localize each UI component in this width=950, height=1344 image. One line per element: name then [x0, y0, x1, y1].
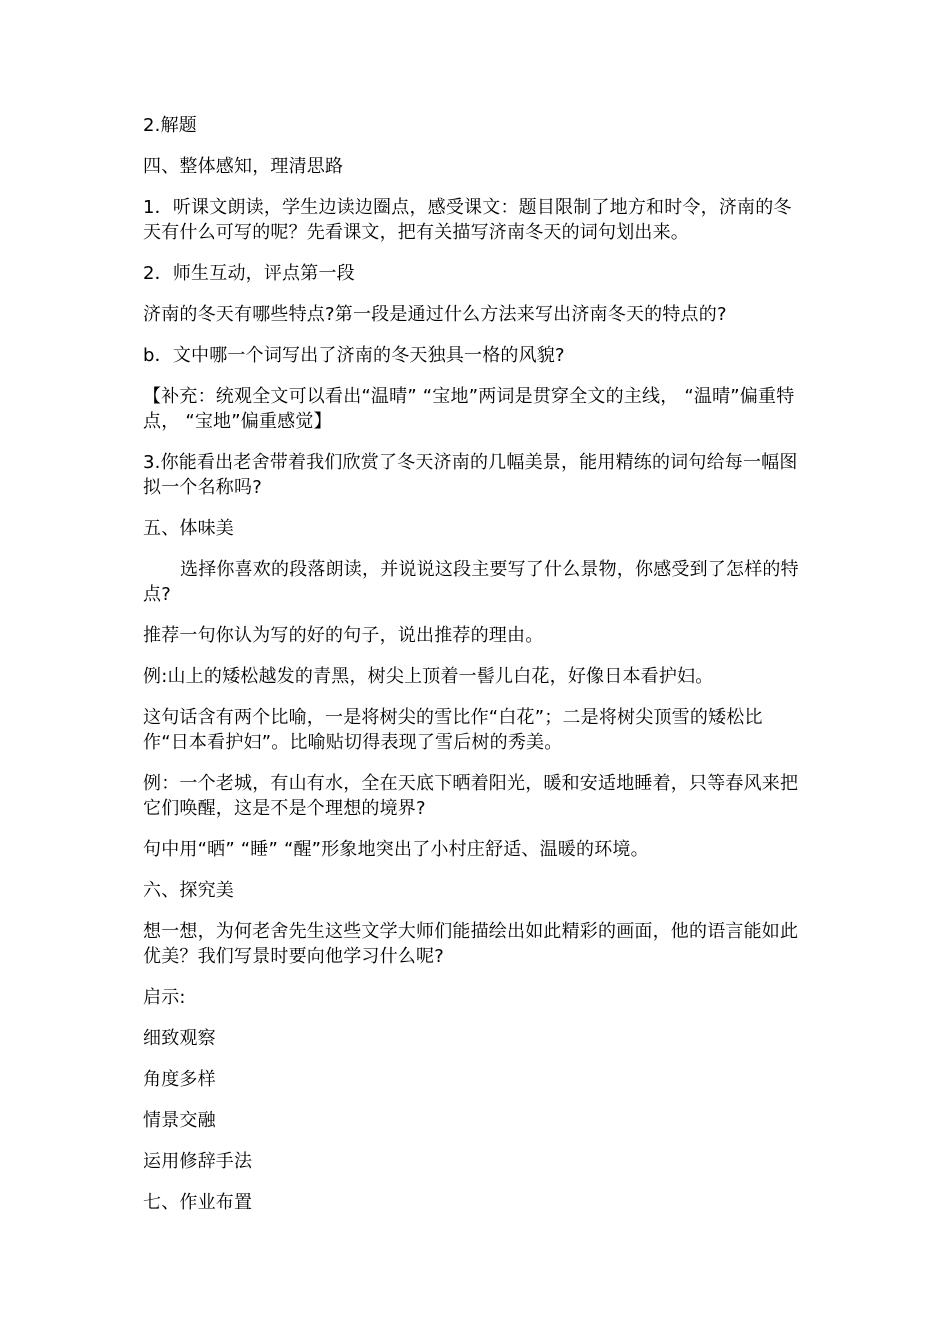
paragraph-listen-reading: 1．听课文朗读，学生边读边圈点，感受课文：题目限制了地方和时令，济南的冬天有什么可写的呢？先看课文，把有关描写济南冬天的词句划出来。 — [143, 197, 792, 243]
section-heading-7: 七、作业布置 — [143, 1192, 253, 1213]
section-heading-6: 六、探究美 — [143, 880, 234, 901]
paragraph-question-b: b．文中哪一个词写出了济南的冬天独具一格的风貌? — [143, 345, 565, 366]
paragraph-choose-reading: 选择你喜欢的段落朗读，并说说这段主要写了什么景物，你感受到了怎样的特点? — [143, 559, 799, 605]
paragraph-example-1: 例:山上的矮松越发的青黑，树尖上顶着一髻儿白花，好像日本看护妇。 — [143, 666, 714, 687]
document-page — [143, 113, 803, 1231]
list-item-rhetoric: 运用修辞手法 — [143, 1151, 253, 1172]
paragraph-question-features: 济南的冬天有哪些特点?第一段是通过什么方法来写出济南冬天的特点的? — [143, 304, 727, 325]
list-item-emotion: 情景交融 — [143, 1110, 216, 1131]
list-item-angles: 角度多样 — [143, 1069, 216, 1090]
paragraph-supplement: 【补充：统观全文可以看出“温晴” “宝地”两词是贯穿全文的主线， “温晴”偏重特点， “宝地”偏重感觉】 — [143, 386, 795, 432]
paragraph-metaphor-analysis: 这句话含有两个比喻，一是将树尖的雪比作“白花”；二是将树尖顶雪的矮松比作“日本看护妇”。比喻贴切得表现了雪后树的秀美。 — [143, 707, 763, 753]
paragraph-hint-label: 启示: — [143, 987, 186, 1008]
paragraph-question-3: 3.你能看出老舍带着我们欣赏了冬天济南的几幅美景，能用精练的词句给每一幅图拟一个名称吗? — [143, 452, 798, 498]
list-item-observe: 细致观察 — [143, 1028, 216, 1049]
paragraph-interaction: 2．师生互动，评点第一段 — [143, 263, 355, 284]
section-item-jieti: 2.解题 — [143, 115, 197, 136]
section-heading-5: 五、体味美 — [143, 518, 234, 539]
paragraph-example-2: 例：一个老城，有山有水，全在天底下晒着阳光，暖和安适地睡着，只等春风来把它们唤醒，这是不是个理想的境界? — [143, 773, 799, 819]
paragraph-recommend: 推荐一句你认为写的好的句子，说出推荐的理由。 — [143, 625, 544, 646]
paragraph-word-analysis: 句中用“晒” “睡” “醒”形象地突出了小村庄舒适、温暖的环境。 — [143, 839, 649, 860]
section-heading-4: 四、整体感知，理清思路 — [143, 156, 344, 177]
paragraph-think: 想一想，为何老舍先生这些文学大师们能描绘出如此精彩的画面，他的语言能如此优美？我们写景时要向他学习什么呢? — [143, 921, 799, 967]
